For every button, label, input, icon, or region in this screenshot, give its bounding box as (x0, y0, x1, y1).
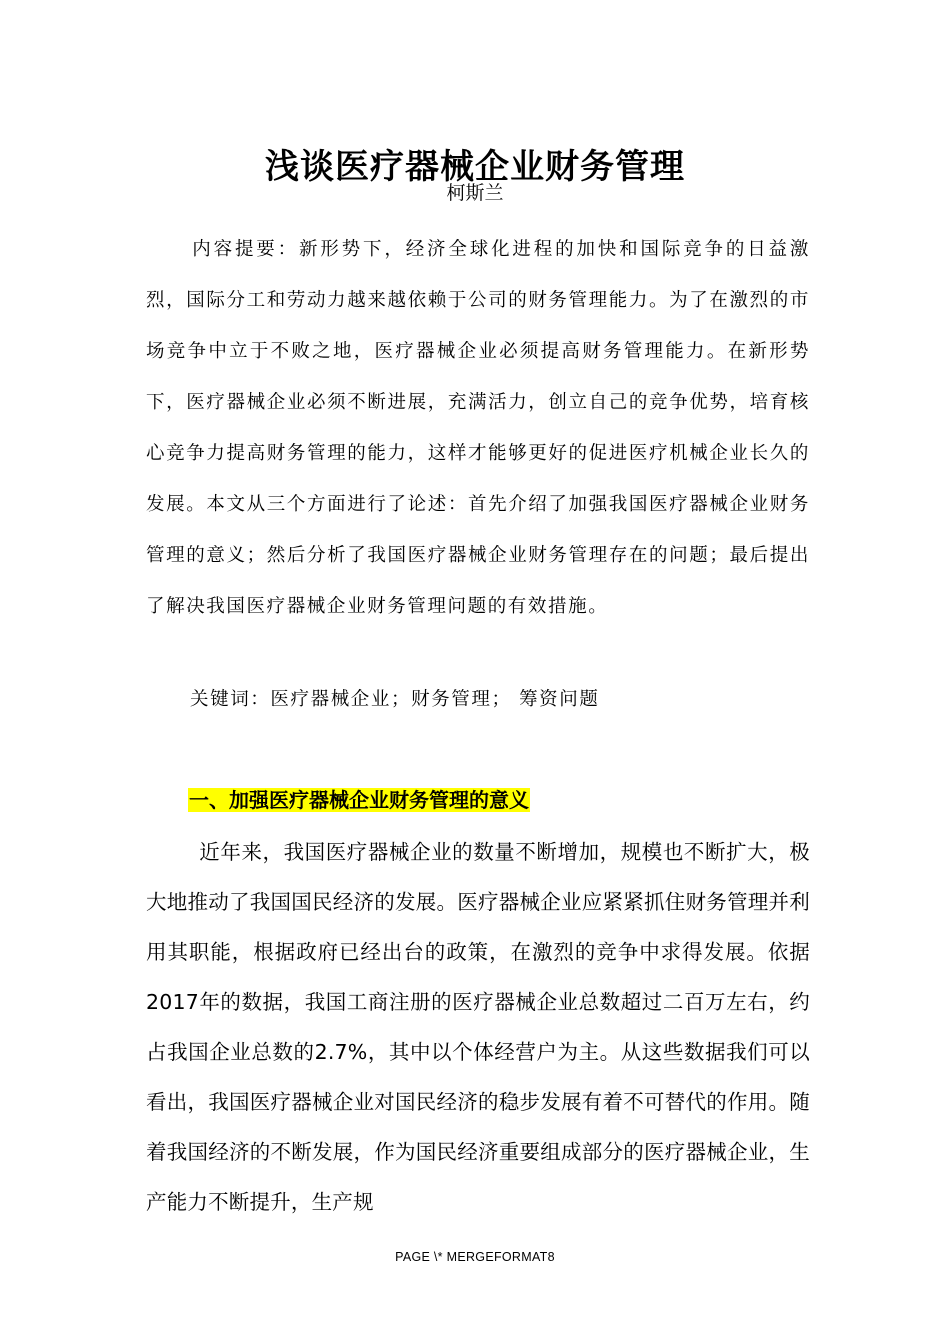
section-heading (188, 784, 530, 816)
keywords-line: 关键词：医疗器械企业；财务管理； 筹资问题 (190, 689, 600, 710)
page-footer: PAGE \* MERGEFORMAT8 (395, 1250, 555, 1264)
document-title: 浅谈医疗器械企业财务管理 (265, 146, 685, 187)
document-author: 柯斯兰 (446, 182, 504, 204)
abstract-paragraph: 内容提要：新形势下，经济全球化进程的加快和国际竞争的日益激烈，国际分工和劳动力越来越依赖于公司的财务管理能力。为了在激烈的市场竞争中立于不败之地，医疗器械企业必须提高财务管理能力。在新形势下，医疗器械企业必须不断进展，充满活力，创立自己的竞争优势，培育核心竞争力提高财务管理的能力，这样才能够更好的促进医疗机械企业长久的发展。本文从三个方面进行了论述：首先介绍了加强我国医疗器械企业财务管理的意义；然后分析了我国医疗器械企业财务管理存在的问题；最后提出了解决我国医疗器械企业财务管理问题的有效措施。 (146, 239, 810, 617)
body-paragraph: 近年来，我国医疗器械企业的数量不断增加，规模也不断扩大，极大地推动了我国国民经济的发展。医疗器械企业应紧紧抓住财务管理并利用其职能，根据政府已经出台的政策，在激烈的竞争中求得发展。依据2017年的数据，我国工商注册的医疗器械企业总数超过二百万左右，约占我国企业总数的2.7%，其中以个体经营户为主。从这些数据我们可以看出，我国医疗器械企业对国民经济的稳步发展有着不可替代的作用。随着我国经济的不断发展，作为国民经济重要组成部分的医疗器械企业，生产能力不断提升，生产规 (146, 840, 810, 1214)
highlighted-heading-text: 一、加强医疗器械企业财务管理的意义 (189, 788, 529, 812)
